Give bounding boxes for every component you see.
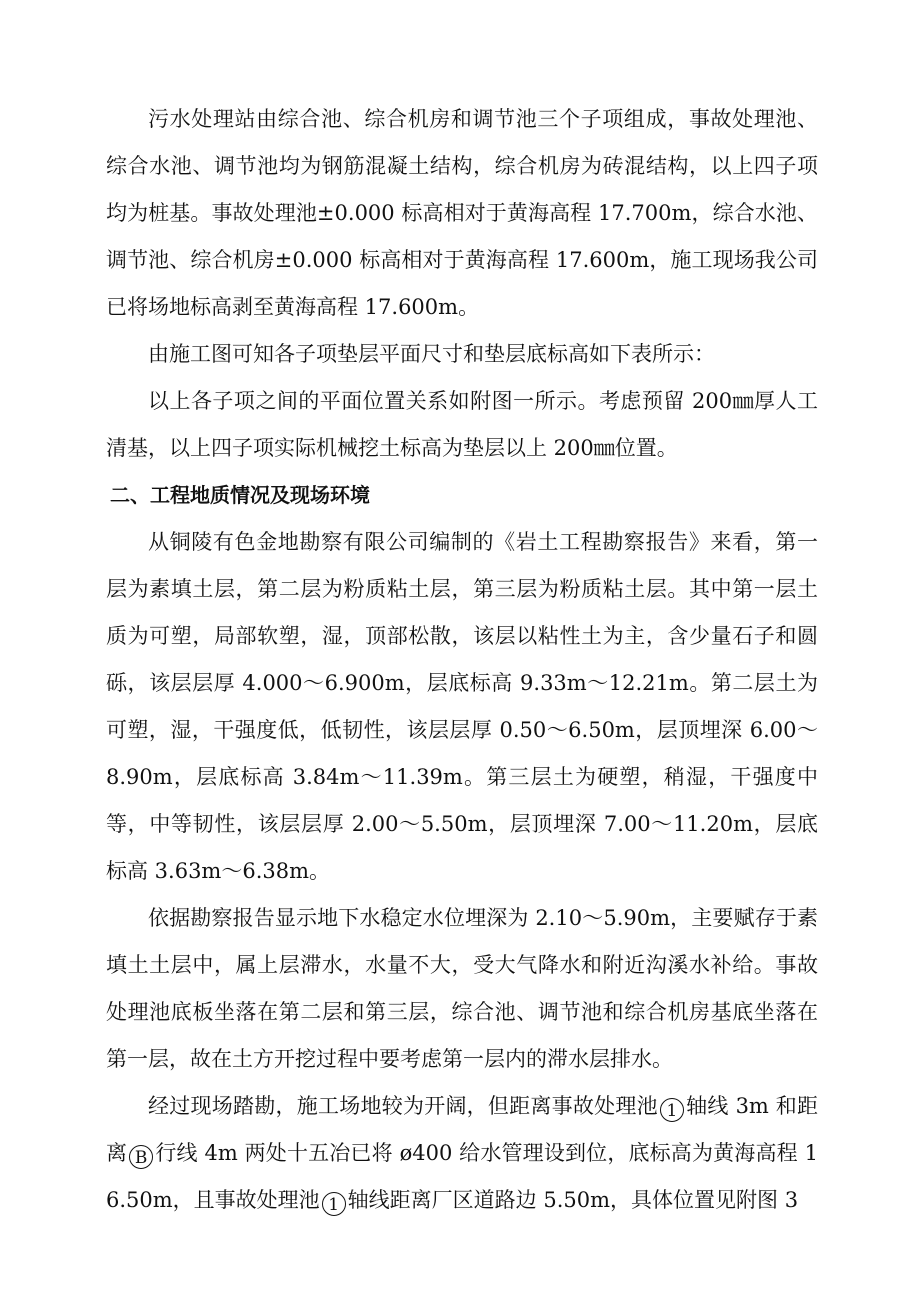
survey-text-part-2: 轴线 3m 和距离 [106, 1094, 819, 1165]
document-page [106, 96, 818, 1224]
paragraph-soil-layers: 从铜陵有色金地勘察有限公司编制的《岩土工程勘察报告》来看，第一层为素填土层，第二层为粉质粘土层，第三层为粉质粘土层。其中第一层土质为可塑，局部软塑，湿，顶部松散，该层以粘性土为主，含少量石子和圆砾，该层层厚 4.000～6.900m，层底标高 9.33m～12.21m。第二层土为可塑，湿，干强度低，低韧性，该层层厚 0.50～6.50m，层顶埋深 6.00～8.90m，层底标高 3.84m～11.39m。第三层土为硬塑，稍湿，干强度中等，中等韧性，该层层厚 2.00～5.50m，层顶埋深 7.00～11.20m，层底标高 3.63m～6.38m。 [106, 530, 818, 883]
survey-text-part-3: 行线 4m 两处十五冶已将 ø400 给水管理设到位，底标高为黄海高程 16.50m，且事故处理池 [106, 1141, 818, 1212]
survey-text-part-1: 经过现场踏勘，施工场地较为开阔，但距离事故处理池 [148, 1094, 658, 1118]
paragraph-site-composition: 污水处理站由综合池、综合机房和调节池三个子项组成，事故处理池、综合水池、调节池均为钢筋混凝土结构，综合机房为砖混结构，以上四子项均为桩基。事故处理池±0.000 标高相对于黄海高程 17.700m，综合水池、调节池、综合机房±0.000 标高相对于黄海高程 17.600m，施工现场我公司已将场地标高剥至黄海高程 17.600m。 [106, 107, 818, 319]
section-heading-geology: 二、工程地质情况及现场环境 [110, 483, 370, 507]
paragraph-layout-relation: 以上各子项之间的平面位置关系如附图一所示。考虑预留 200㎜厚人工清基，以上四子项实际机械挖土标高为垫层以上 200㎜位置。 [106, 389, 818, 460]
paragraph-groundwater: 依据勘察报告显示地下水稳定水位埋深为 2.10～5.90m，主要赋存于素填土土层中，属上层滞水，水量不大，受大气降水和附近沟溪水补给。事故处理池底板坐落在第二层和第三层，综合池、调节池和综合机房基底坐落在第一层，故在土方开挖过程中要考虑第一层内的滞水层排水。 [106, 906, 818, 1071]
paragraph-site-survey [106, 1083, 818, 1224]
survey-text-part-4: 轴线距离厂区道路边 5.50m，具体位置见附图 3 [347, 1188, 799, 1212]
axis-b-circle-label: B [129, 1145, 153, 1169]
axis-1-circle-label: 1 [660, 1098, 684, 1122]
axis-1-circle-label-second: 1 [322, 1192, 346, 1216]
paragraph-table-intro: 由施工图可知各子项垫层平面尺寸和垫层底标高如下表所示： [148, 342, 715, 366]
